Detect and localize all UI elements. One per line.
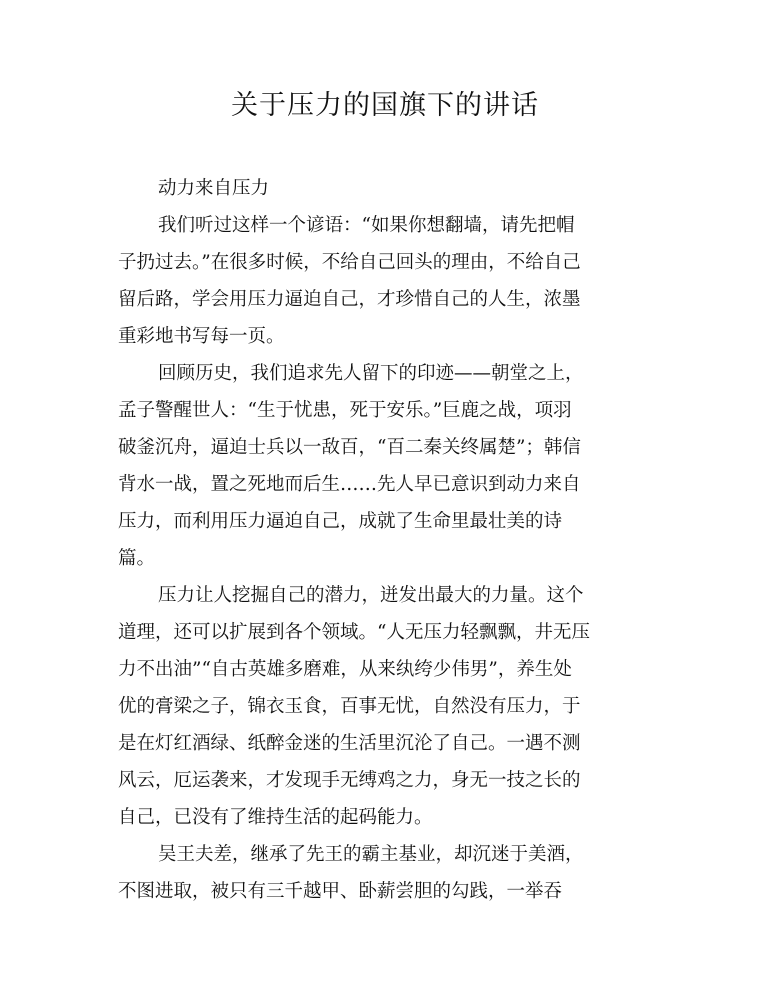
paragraph-line: 破釜沉舟，逼迫士兵以一敌百，“百二秦关终属楚”；韩信 [118,437,581,458]
paragraph [118,577,648,836]
document-title: 关于压力的国旗下的讲话 [231,90,539,121]
paragraph-line: 力不出油”“自古英雄多磨难，从来纨绔少伟男”，养生处 [118,659,572,680]
paragraph-line: 子扔过去。”在很多时候，不给自己回头的理由，不给自己 [118,252,581,273]
paragraph-line: 道理，还可以扩展到各个领域。“人无压力轻飘飘，井无压 [118,622,590,643]
paragraph [118,170,648,207]
paragraph-line: 篇。 [118,548,156,569]
paragraph [118,207,648,355]
paragraph-line: 背水一战，置之死地而后生……先人早已意识到动力来自 [118,474,581,495]
paragraph-line: 压力让人挖掘自己的潜力，迸发出最大的力量。这个 [158,585,584,606]
paragraph [118,836,648,910]
paragraph-line: 我们听过这样一个谚语：“如果你想翻墙，请先把帽 [158,215,575,236]
paragraph-line: 吴王夫差，继承了先王的霸主基业，却沉迷于美酒， [158,844,584,865]
paragraph-line: 自己，已没有了维持生活的起码能力。 [118,807,433,828]
paragraph-line: 压力，而利用压力逼迫自己，成就了生命里最壮美的诗 [118,511,563,532]
paragraph-line: 优的膏梁之子，锦衣玉食，百事无忧，自然没有压力，于 [118,696,581,717]
paragraph [118,355,648,577]
paragraph-line: 风云，厄运袭来，才发现手无缚鸡之力，身无一技之长的 [118,770,581,791]
document-body [118,170,648,910]
paragraph-line: 孟子警醒世人：“生于忧患，死于安乐。”巨鹿之战，项羽 [118,400,572,421]
paragraph-line: 重彩地书写每一页。 [118,326,285,347]
paragraph-line: 留后路，学会用压力逼迫自己，才珍惜自己的人生，浓墨 [118,289,581,310]
paragraph-line: 动力来自压力 [158,178,270,199]
paragraph-line: 回顾历史，我们追求先人留下的印迹——朝堂之上， [158,363,584,384]
paragraph-line: 不图进取，被只有三千越甲、卧薪尝胆的勾践，一举吞 [118,881,563,902]
paragraph-line: 是在灯红酒绿、纸醉金迷的生活里沉沦了自己。一遇不测 [118,733,581,754]
